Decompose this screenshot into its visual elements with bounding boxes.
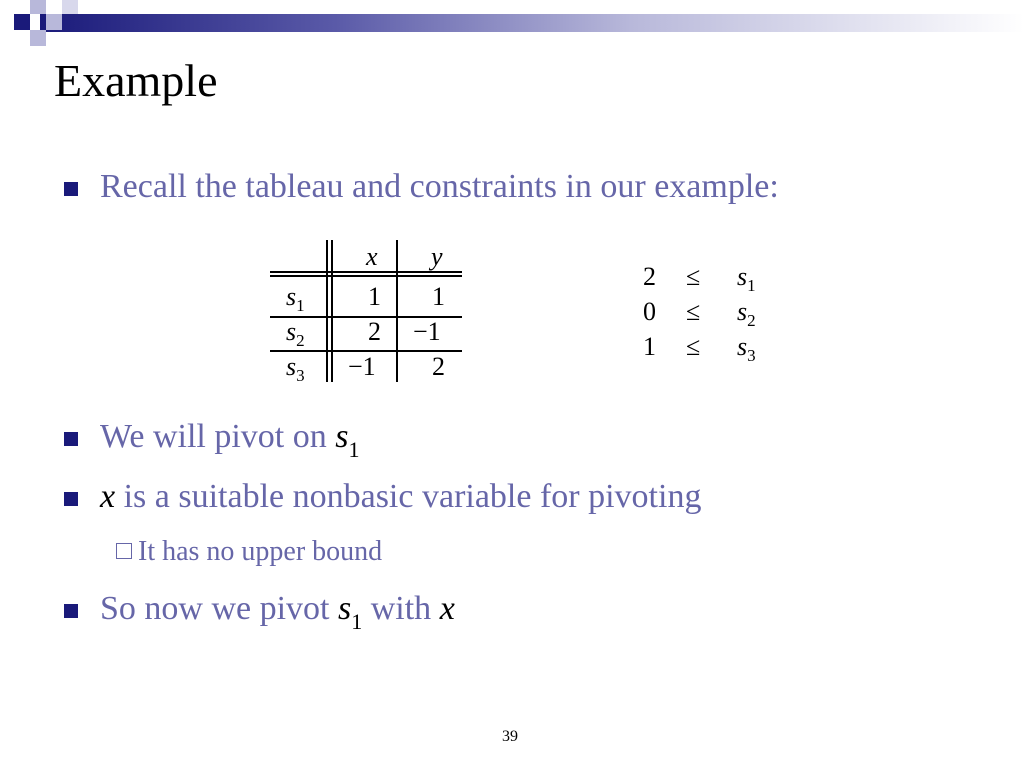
tableau-header-x: x	[366, 242, 378, 271]
tableau-cell: 2	[368, 317, 381, 346]
bullet-pivot-with: So now we pivot $s_1$ with x	[100, 590, 455, 634]
tableau-table	[270, 240, 462, 385]
bullet-marker	[64, 182, 78, 196]
constraint-op: ≤	[686, 262, 701, 291]
constraint-var: $s_3$	[737, 332, 756, 365]
tableau-row-label: $s_2$	[286, 317, 305, 350]
tableau-cell: 2	[432, 352, 445, 381]
constraint-var: $s_2$	[737, 297, 756, 330]
constraint-lhs: 0	[643, 297, 656, 326]
tableau-header-hline	[270, 275, 462, 277]
subbullet-no-upper-bound: It has no upper bound	[116, 536, 382, 568]
page-number: 39	[502, 728, 518, 745]
bullet-marker	[64, 604, 78, 618]
constraint-op: ≤	[686, 332, 701, 361]
tableau-vline	[396, 240, 398, 382]
tableau-cell: 1	[432, 282, 445, 311]
tableau-double-vline	[331, 240, 333, 382]
tableau-cell: −1	[413, 317, 441, 346]
tableau-double-vline	[326, 240, 328, 382]
bullet-marker	[64, 432, 78, 446]
bullet-marker	[64, 492, 78, 506]
header-gradient-bar	[40, 14, 1024, 32]
constraint-lhs: 2	[643, 262, 656, 291]
header-square-decoration	[14, 14, 30, 30]
constraint-op: ≤	[686, 297, 701, 326]
slide-title: Example	[54, 55, 218, 106]
constraint-lhs: 1	[643, 332, 656, 361]
tableau-header-y: y	[431, 242, 443, 271]
tableau-row-label: $s_1$	[286, 282, 305, 315]
subbullet-box-icon	[116, 543, 132, 559]
bullet-recall-tableau: Recall the tableau and constraints in our example:	[100, 168, 779, 205]
constraint-var: $s_1$	[737, 262, 756, 295]
header-square-decoration	[30, 0, 46, 14]
header-square-decoration	[46, 14, 62, 30]
tableau-row-label: $s_3$	[286, 352, 305, 385]
tableau-cell: −1	[348, 352, 376, 381]
header-square-decoration	[62, 0, 78, 14]
tableau-cell: 1	[368, 282, 381, 311]
bullet-suitable-variable: x is a suitable nonbasic variable for pivoting	[100, 478, 702, 515]
header-square-decoration	[30, 30, 46, 46]
bullet-pivot-on: We will pivot on $s_1$	[100, 418, 360, 462]
